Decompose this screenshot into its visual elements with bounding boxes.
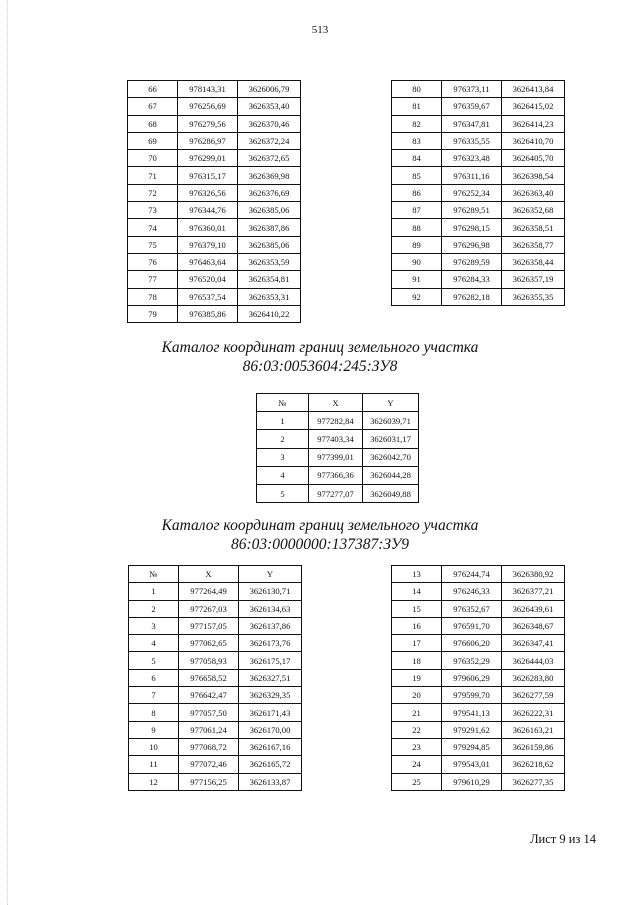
table-row [392,687,565,704]
y-coordinate-cell: 3626133,87 [239,773,302,790]
x-coordinate-cell: 976591,70 [442,617,502,634]
x-coordinate-cell: 977072,46 [179,756,239,773]
x-coordinate-cell: 976299,01 [178,150,238,167]
table-row [128,81,301,98]
y-coordinate-cell: 3626387,86 [238,219,301,236]
point-number-cell: 70 [128,150,178,167]
table-row [257,412,419,430]
y-coordinate-cell: 3626329,35 [239,687,302,704]
y-coordinate-cell: 3626363,40 [502,184,565,201]
y-coordinate-cell: 3626385,06 [238,202,301,219]
table-row [392,288,565,305]
point-number-cell: 10 [129,738,179,755]
header-cell: Y [239,566,302,583]
y-coordinate-cell: 3626167,16 [239,738,302,755]
point-number-cell: 12 [129,773,179,790]
table-row [128,253,301,270]
y-coordinate-cell: 3626353,59 [238,253,301,270]
x-coordinate-cell: 976359,67 [442,98,502,115]
point-number-cell: 7 [129,687,179,704]
x-coordinate-cell: 976286,97 [178,132,238,149]
y-coordinate-cell: 3626130,71 [239,583,302,600]
point-number-cell: 67 [128,98,178,115]
point-number-cell: 25 [392,773,442,790]
table-row [128,167,301,184]
x-coordinate-cell: 977264,49 [179,583,239,600]
x-coordinate-cell: 976463,64 [178,253,238,270]
y-coordinate-cell: 3626372,65 [238,150,301,167]
point-number-cell: 92 [392,288,442,305]
x-coordinate-cell: 976379,10 [178,236,238,253]
x-coordinate-cell: 976289,51 [442,202,502,219]
x-coordinate-cell: 976282,18 [442,288,502,305]
catalog-heading-zu8 [0,338,640,376]
x-coordinate-cell: 976642,47 [179,687,239,704]
point-number-cell: 6 [129,669,179,686]
point-number-cell: 8 [129,704,179,721]
point-number-cell: 4 [129,635,179,652]
point-number-cell: 89 [392,236,442,253]
point-number-cell: 11 [129,756,179,773]
x-coordinate-cell: 976352,29 [442,652,502,669]
point-number-cell: 75 [128,236,178,253]
point-number-cell: 69 [128,132,178,149]
y-coordinate-cell: 3626327,51 [239,669,302,686]
y-coordinate-cell: 3626414,23 [502,115,565,132]
y-coordinate-cell: 3626370,46 [238,115,301,132]
table-row [392,202,565,219]
y-coordinate-cell: 3626222,31 [502,704,565,721]
y-coordinate-cell: 3626415,02 [502,98,565,115]
x-coordinate-cell: 976326,56 [178,184,238,201]
point-number-cell: 22 [392,721,442,738]
table-row [392,583,565,600]
catalog-heading-title: Каталог координат границ земельного участка [161,339,479,356]
point-number-cell: 66 [128,81,178,98]
table-row [129,600,302,617]
point-number-cell: 4 [257,466,309,484]
y-coordinate-cell: 3626357,19 [502,271,565,288]
header-cell: X [309,394,363,412]
table-row [128,202,301,219]
point-number-cell: 80 [392,81,442,98]
y-coordinate-cell: 3626175,17 [239,652,302,669]
x-coordinate-cell: 979610,29 [442,773,502,790]
x-coordinate-cell: 979543,01 [442,756,502,773]
x-coordinate-cell: 976244,74 [442,566,502,583]
x-coordinate-cell: 979606,29 [442,669,502,686]
x-coordinate-cell: 976347,81 [442,115,502,132]
table-row [392,617,565,634]
x-coordinate-cell: 977068,72 [179,738,239,755]
table-row [128,288,301,305]
table-row [129,773,302,790]
table-row [392,652,565,669]
catalog-heading-cadastral-number: 86:03:0053604:245:ЗУ8 [242,358,398,375]
x-coordinate-cell: 977057,50 [179,704,239,721]
point-number-cell: 84 [392,150,442,167]
x-coordinate-cell: 976246,33 [442,583,502,600]
x-coordinate-cell: 978143,31 [178,81,238,98]
y-coordinate-cell: 3626410,70 [502,132,565,149]
x-coordinate-cell: 976520,04 [178,271,238,288]
scan-edge-line [7,0,8,905]
point-number-cell: 85 [392,167,442,184]
point-number-cell: 78 [128,288,178,305]
y-coordinate-cell: 3626413,84 [502,81,565,98]
x-coordinate-cell: 976335,55 [442,132,502,149]
header-cell: Y [363,394,419,412]
table-row [128,115,301,132]
x-coordinate-cell: 976252,34 [442,184,502,201]
x-coordinate-cell: 977062,65 [179,635,239,652]
y-coordinate-cell: 3626358,44 [502,253,565,270]
x-coordinate-cell: 977267,03 [179,600,239,617]
table-row [128,98,301,115]
x-coordinate-cell: 976289,59 [442,253,502,270]
point-number-cell: 1 [129,583,179,600]
table-row [392,184,565,201]
table-row [257,430,419,448]
table-row [129,617,302,634]
x-coordinate-cell: 976311,16 [442,167,502,184]
table-row [392,704,565,721]
x-coordinate-cell: 976298,15 [442,219,502,236]
table-row [128,305,301,322]
table-row [129,721,302,738]
x-coordinate-cell: 976315,17 [178,167,238,184]
point-number-cell: 2 [257,430,309,448]
point-number-cell: 20 [392,687,442,704]
catalog-heading-zu9 [0,516,640,554]
point-number-cell: 82 [392,115,442,132]
x-coordinate-cell: 979294,85 [442,738,502,755]
y-coordinate-cell: 3626352,68 [502,202,565,219]
table-row [129,583,302,600]
table-header-row [129,566,302,583]
y-coordinate-cell: 3626134,63 [239,600,302,617]
y-coordinate-cell: 3626385,06 [238,236,301,253]
y-coordinate-cell: 3626277,59 [502,687,565,704]
point-number-cell: 1 [257,412,309,430]
table-row [392,236,565,253]
y-coordinate-cell: 3626044,28 [363,466,419,484]
point-number-cell: 90 [392,253,442,270]
y-coordinate-cell: 3626353,40 [238,98,301,115]
point-number-cell: 24 [392,756,442,773]
y-coordinate-cell: 3626163,21 [502,721,565,738]
point-number-cell: 2 [129,600,179,617]
x-coordinate-cell: 976373,11 [442,81,502,98]
point-number-cell: 15 [392,600,442,617]
point-number-cell: 17 [392,635,442,652]
y-coordinate-cell: 3626171,43 [239,704,302,721]
table-row [392,132,565,149]
table-row [392,219,565,236]
point-number-cell: 5 [129,652,179,669]
table-row [392,600,565,617]
x-coordinate-cell: 976256,69 [178,98,238,115]
table-row [392,115,565,132]
point-number-cell: 3 [129,617,179,634]
x-coordinate-cell: 976279,56 [178,115,238,132]
point-number-cell: 5 [257,484,309,502]
table-row [129,687,302,704]
table-row [392,271,565,288]
y-coordinate-cell: 3626170,00 [239,721,302,738]
point-number-cell: 83 [392,132,442,149]
x-coordinate-cell: 979291,62 [442,721,502,738]
x-coordinate-cell: 977399,01 [309,448,363,466]
coordinates-table-top-left [127,80,301,323]
table-row [129,704,302,721]
y-coordinate-cell: 3626283,80 [502,669,565,686]
table-row [392,773,565,790]
y-coordinate-cell: 3626159,86 [502,738,565,755]
table-row [128,219,301,236]
coordinates-table-zu9-left [128,565,302,791]
point-number-cell: 76 [128,253,178,270]
table-row [392,98,565,115]
y-coordinate-cell: 3626358,77 [502,236,565,253]
y-coordinate-cell: 3626377,21 [502,583,565,600]
page-number: 513 [311,24,329,36]
table-row [392,167,565,184]
x-coordinate-cell: 976658,52 [179,669,239,686]
point-number-cell: 13 [392,566,442,583]
y-coordinate-cell: 3626006,79 [238,81,301,98]
y-coordinate-cell: 3626218,62 [502,756,565,773]
coordinates-table-top-right [391,80,565,306]
x-coordinate-cell: 979541,13 [442,704,502,721]
x-coordinate-cell: 976360,01 [178,219,238,236]
y-coordinate-cell: 3626372,24 [238,132,301,149]
table-row [392,635,565,652]
x-coordinate-cell: 976284,33 [442,271,502,288]
point-number-cell: 91 [392,271,442,288]
point-number-cell: 71 [128,167,178,184]
y-coordinate-cell: 3626347,41 [502,635,565,652]
y-coordinate-cell: 3626444,03 [502,652,565,669]
table-row [129,738,302,755]
table-row [129,756,302,773]
table-row [129,635,302,652]
y-coordinate-cell: 3626137,86 [239,617,302,634]
y-coordinate-cell: 3626348,67 [502,617,565,634]
header-cell: X [179,566,239,583]
y-coordinate-cell: 3626277,35 [502,773,565,790]
y-coordinate-cell: 3626353,31 [238,288,301,305]
table-row [128,271,301,288]
x-coordinate-cell: 976537,54 [178,288,238,305]
table-row [128,184,301,201]
sheet-number: Лист 9 из 14 [530,832,596,846]
point-number-cell: 79 [128,305,178,322]
point-number-cell: 88 [392,219,442,236]
table-row [392,756,565,773]
x-coordinate-cell: 976344,76 [178,202,238,219]
y-coordinate-cell: 3626039,71 [363,412,419,430]
point-number-cell: 81 [392,98,442,115]
table-row [392,738,565,755]
x-coordinate-cell: 976323,48 [442,150,502,167]
table-row [392,81,565,98]
point-number-cell: 73 [128,202,178,219]
y-coordinate-cell: 3626355,35 [502,288,565,305]
y-coordinate-cell: 3626439,61 [502,600,565,617]
y-coordinate-cell: 3626398,54 [502,167,565,184]
x-coordinate-cell: 977157,05 [179,617,239,634]
point-number-cell: 9 [129,721,179,738]
y-coordinate-cell: 3626369,98 [238,167,301,184]
y-coordinate-cell: 3626358,51 [502,219,565,236]
x-coordinate-cell: 977058,93 [179,652,239,669]
x-coordinate-cell: 976296,98 [442,236,502,253]
point-number-cell: 16 [392,617,442,634]
catalog-heading-cadastral-number: 86:03:0000000:137387:ЗУ9 [230,536,410,553]
point-number-cell: 23 [392,738,442,755]
header-cell: № [129,566,179,583]
point-number-cell: 77 [128,271,178,288]
point-number-cell: 21 [392,704,442,721]
y-coordinate-cell: 3626376,69 [238,184,301,201]
x-coordinate-cell: 977061,24 [179,721,239,738]
point-number-cell: 68 [128,115,178,132]
y-coordinate-cell: 3626031,17 [363,430,419,448]
table-row [257,466,419,484]
x-coordinate-cell: 976385,86 [178,305,238,322]
table-row [392,669,565,686]
table-row [128,236,301,253]
table-row [129,652,302,669]
table-header-row [257,394,419,412]
x-coordinate-cell: 977282,84 [309,412,363,430]
point-number-cell: 86 [392,184,442,201]
point-number-cell: 18 [392,652,442,669]
y-coordinate-cell: 3626410,22 [238,305,301,322]
y-coordinate-cell: 3626173,76 [239,635,302,652]
coordinates-table-zu8 [256,393,419,503]
table-row [257,484,419,502]
point-number-cell: 74 [128,219,178,236]
x-coordinate-cell: 979599,70 [442,687,502,704]
header-cell: № [257,394,309,412]
table-row [392,150,565,167]
table-row [392,253,565,270]
x-coordinate-cell: 976352,67 [442,600,502,617]
table-row [392,566,565,583]
y-coordinate-cell: 3626380,92 [502,566,565,583]
x-coordinate-cell: 976606,20 [442,635,502,652]
x-coordinate-cell: 977277,07 [309,484,363,502]
y-coordinate-cell: 3626042,70 [363,448,419,466]
table-row [129,669,302,686]
x-coordinate-cell: 977156,25 [179,773,239,790]
table-row [392,721,565,738]
point-number-cell: 72 [128,184,178,201]
table-row [257,448,419,466]
x-coordinate-cell: 977403,34 [309,430,363,448]
table-row [128,150,301,167]
point-number-cell: 14 [392,583,442,600]
y-coordinate-cell: 3626354,81 [238,271,301,288]
point-number-cell: 19 [392,669,442,686]
coordinates-table-zu9-right [391,565,565,791]
table-row [128,132,301,149]
y-coordinate-cell: 3626165,72 [239,756,302,773]
point-number-cell: 3 [257,448,309,466]
catalog-heading-title: Каталог координат границ земельного участка [161,517,479,534]
y-coordinate-cell: 3626405,70 [502,150,565,167]
x-coordinate-cell: 977366,36 [309,466,363,484]
y-coordinate-cell: 3626049,88 [363,484,419,502]
point-number-cell: 87 [392,202,442,219]
